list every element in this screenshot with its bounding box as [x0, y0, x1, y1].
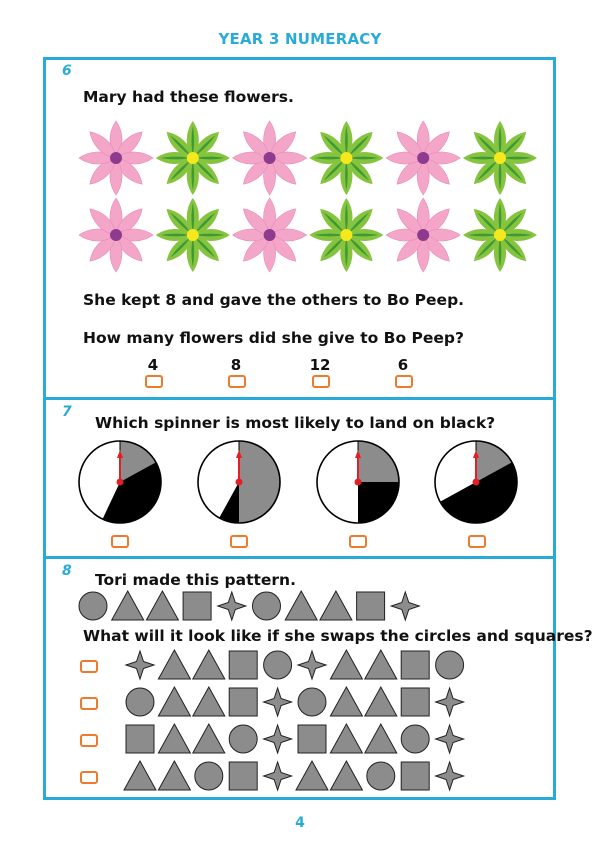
page-number: 4	[295, 815, 305, 831]
pattern-shape-triangle	[193, 724, 225, 753]
pattern-shape-triangle	[124, 761, 156, 790]
question-6-question: How many flowers did she give to Bo Peep?	[83, 329, 464, 347]
pattern-shape-triangle	[146, 591, 178, 620]
pattern-shape-triangle	[193, 687, 225, 716]
pattern-shape-star	[436, 688, 464, 716]
pattern-shape-circle	[401, 725, 429, 753]
pattern-shape-triangle	[158, 650, 190, 679]
q8-option-b-radio[interactable]	[80, 697, 98, 710]
pattern-shape-circle	[264, 651, 292, 679]
pattern-shape-square	[229, 762, 257, 790]
pattern-shape-star	[218, 592, 246, 620]
pattern-shape-triangle	[320, 591, 352, 620]
question-8-number: 8	[62, 563, 72, 579]
pattern-shape-square	[298, 725, 326, 753]
pattern-shape-square	[357, 592, 385, 620]
pattern-shape-triangle	[296, 761, 328, 790]
question-6-number: 6	[62, 63, 72, 79]
q6-option-a-label: 4	[147, 356, 159, 374]
pattern-shape-circle	[79, 592, 107, 620]
pattern-shape-triangle	[365, 724, 397, 753]
pattern-shape-triangle	[330, 650, 362, 679]
page-header-title: YEAR 3 NUMERACY	[218, 30, 382, 48]
pattern-shape-triangle	[158, 761, 190, 790]
question-8-intro: Tori made this pattern.	[95, 571, 296, 589]
pattern-shape-square	[401, 688, 429, 716]
q6-option-d-label: 6	[397, 356, 409, 374]
pattern-shape-triangle	[330, 687, 362, 716]
pattern-shape-circle	[298, 688, 326, 716]
q8-option-c-radio[interactable]	[80, 734, 98, 747]
pattern-shape-star	[436, 762, 464, 790]
q8-option-a-radio[interactable]	[80, 660, 98, 673]
pattern-shape-square	[126, 725, 154, 753]
pattern-shape-triangle	[112, 591, 144, 620]
pattern-shape-circle	[126, 688, 154, 716]
pattern-shape-star	[436, 725, 464, 753]
question-7-number: 7	[62, 404, 72, 420]
pattern-shape-star	[264, 725, 292, 753]
pattern-shape-triangle	[158, 687, 190, 716]
pattern-shape-star	[298, 651, 326, 679]
question-7-question: Which spinner is most likely to land on black?	[95, 414, 496, 432]
pattern-shape-star	[126, 651, 154, 679]
pattern-shape-triangle	[365, 650, 397, 679]
pattern-shape-star	[264, 688, 292, 716]
pattern-shape-triangle	[330, 761, 362, 790]
question-6-statement: She kept 8 and gave the others to Bo Peep.	[83, 291, 465, 309]
pattern-shape-circle	[367, 762, 395, 790]
q6-option-b-label: 8	[230, 356, 242, 374]
pattern-shape-triangle	[193, 650, 225, 679]
pattern-shape-square	[183, 592, 211, 620]
pattern-shape-triangle	[285, 591, 317, 620]
pattern-shape-triangle	[330, 724, 362, 753]
pattern-shape-star	[264, 762, 292, 790]
pattern-shape-square	[229, 688, 257, 716]
q6-option-c-label: 12	[309, 356, 331, 374]
pattern-shape-circle	[253, 592, 281, 620]
pattern-shape-square	[229, 651, 257, 679]
q8-option-d-radio[interactable]	[80, 771, 98, 784]
pattern-shape-circle	[229, 725, 257, 753]
pattern-shape-triangle	[365, 687, 397, 716]
pattern-shape-circle	[436, 651, 464, 679]
question-6-intro: Mary had these flowers.	[83, 88, 294, 106]
pattern-shape-star	[391, 592, 419, 620]
pattern-shape-square	[401, 762, 429, 790]
pattern-shape-triangle	[158, 724, 190, 753]
pattern-shape-square	[401, 651, 429, 679]
question-8-question: What will it look like if she swaps the circles and squares?	[83, 627, 593, 645]
pattern-shape-circle	[195, 762, 223, 790]
